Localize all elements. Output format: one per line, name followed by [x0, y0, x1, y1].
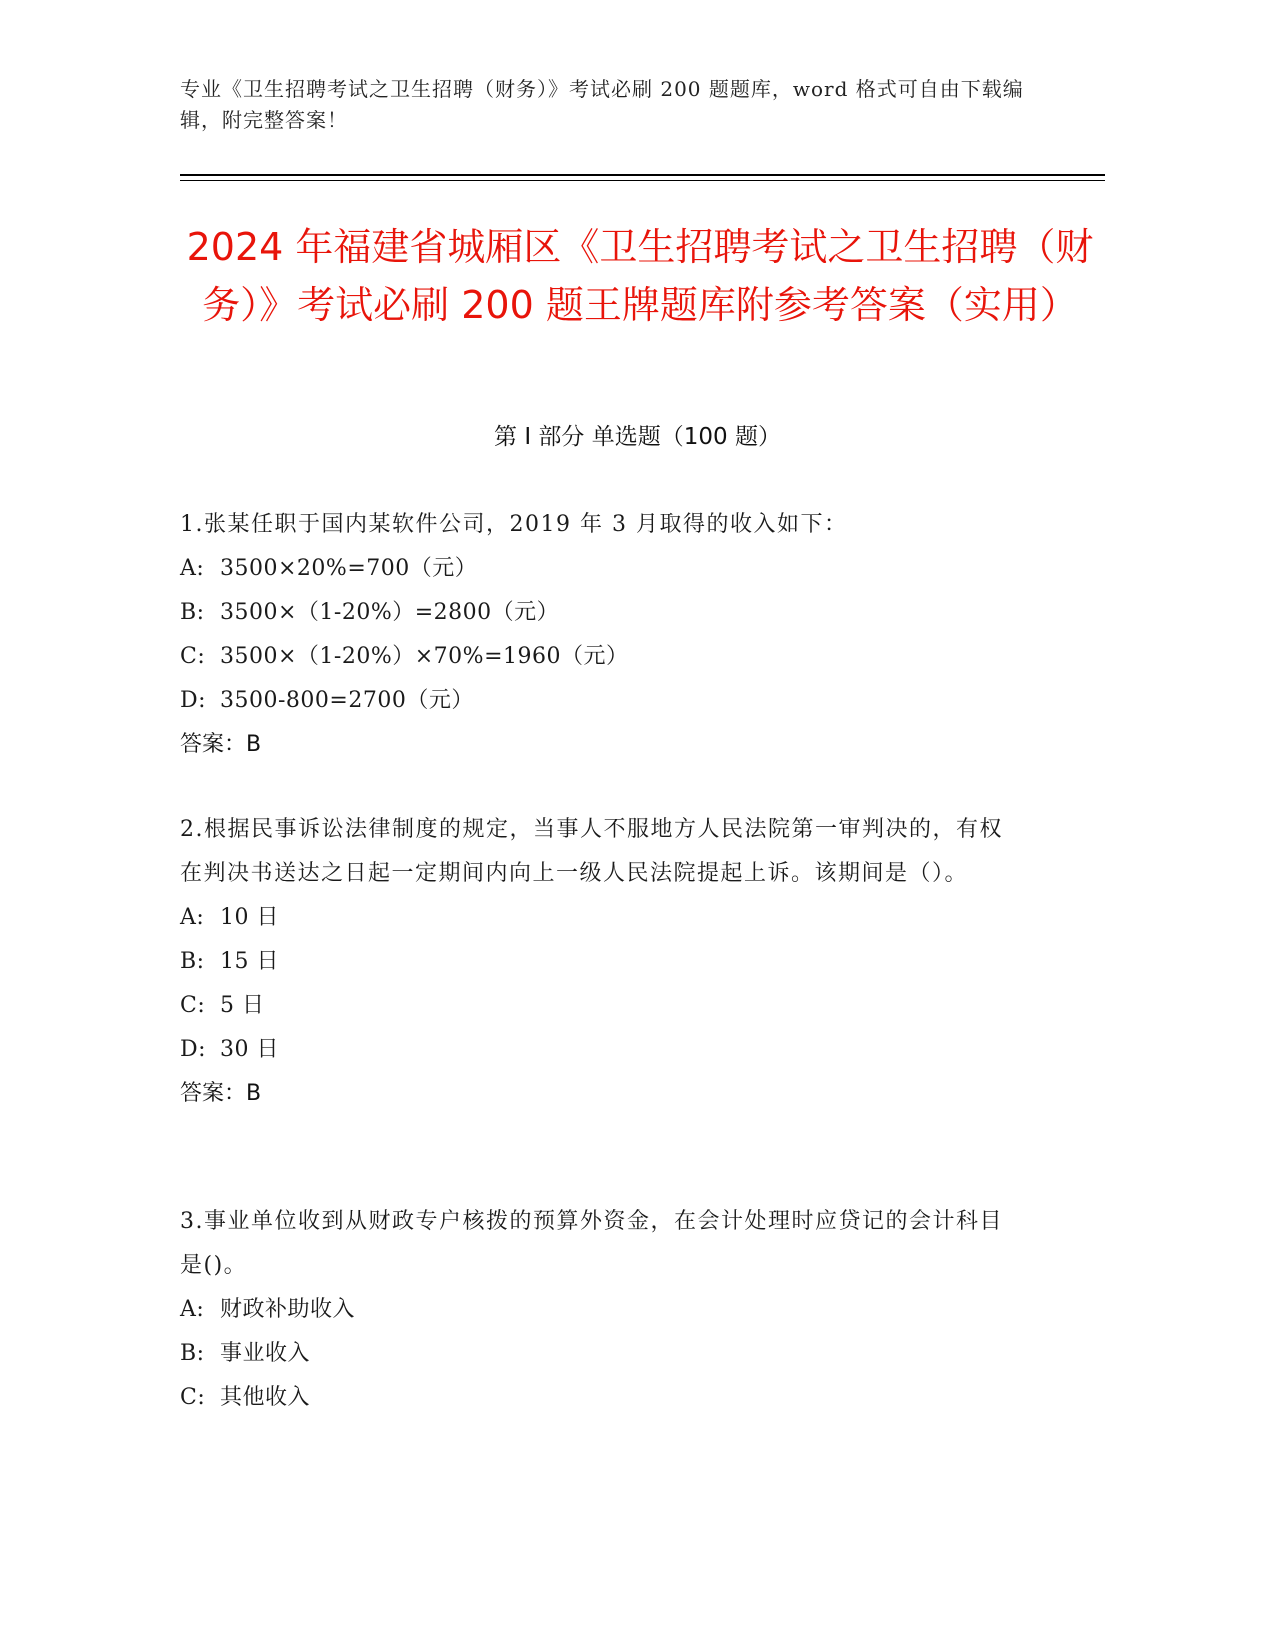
option-key: A: [180, 1297, 205, 1322]
option-key: B: [180, 1341, 205, 1366]
option-key: C: [180, 1385, 206, 1410]
option-text: 15 日 [220, 949, 279, 974]
option-d [180, 1028, 1020, 1072]
option-a [180, 547, 1020, 591]
header-rule-thick [180, 174, 1105, 176]
option-key: D: [180, 688, 207, 713]
option-text: 10 日 [220, 905, 279, 930]
option-c [180, 1376, 1020, 1420]
section-heading: 第 I 部分 单选题（100 题） [494, 424, 781, 450]
option-text: 3500-800=2700（元） [220, 688, 474, 713]
header-rule-thin [180, 180, 1105, 181]
option-text: 5 日 [220, 993, 265, 1018]
option-key: B: [180, 600, 205, 625]
header-note: 专业《卫生招聘考试之卫生招聘（财务）》考试必刷 200 题题库，word 格式可自由下载编辑，附完整答案！ [180, 77, 1024, 132]
question-3 [180, 1200, 1020, 1420]
question-2 [180, 808, 1020, 1116]
option-text: 其他收入 [220, 1385, 311, 1410]
option-key: B: [180, 949, 205, 974]
option-key: C: [180, 993, 206, 1018]
option-b [180, 591, 1020, 635]
option-key: A: [180, 905, 205, 930]
option-a [180, 896, 1020, 940]
question-1 [180, 503, 1020, 767]
option-b [180, 940, 1020, 984]
option-key: A: [180, 556, 205, 581]
answer-line: 答案：B [180, 732, 262, 757]
option-key: C: [180, 644, 206, 669]
answer-line: 答案：B [180, 1081, 262, 1106]
option-d [180, 679, 1020, 723]
question-stem: 2.根据民事诉讼法律制度的规定，当事人不服地方人民法院第一审判决的，有权在判决书送达之日起一定期间内向上一级人民法院提起上诉。该期间是（）。 [180, 817, 1003, 886]
option-text: 财政补助收入 [220, 1297, 356, 1322]
option-text: 3500×（1-20%）×70%=1960（元） [220, 644, 629, 669]
option-text: 3500×（1-20%）=2800（元） [220, 600, 560, 625]
option-a [180, 1288, 1020, 1332]
option-c [180, 635, 1020, 679]
option-c [180, 984, 1020, 1028]
question-stem: 3.事业单位收到从财政专户核拨的预算外资金，在会计处理时应贷记的会计科目是()。 [180, 1209, 1003, 1278]
document-title: 2024 年福建省城厢区《卫生招聘考试之卫生招聘（财务）》考试必刷 200 题王牌题库附参考答案（实用） [186, 225, 1094, 327]
option-b [180, 1332, 1020, 1376]
option-text: 30 日 [220, 1037, 279, 1062]
question-stem: 1.张某任职于国内某软件公司，2019 年 3 月取得的收入如下： [180, 512, 848, 537]
option-key: D: [180, 1037, 207, 1062]
option-text: 事业收入 [220, 1341, 311, 1366]
option-text: 3500×20%=700（元） [220, 556, 478, 581]
